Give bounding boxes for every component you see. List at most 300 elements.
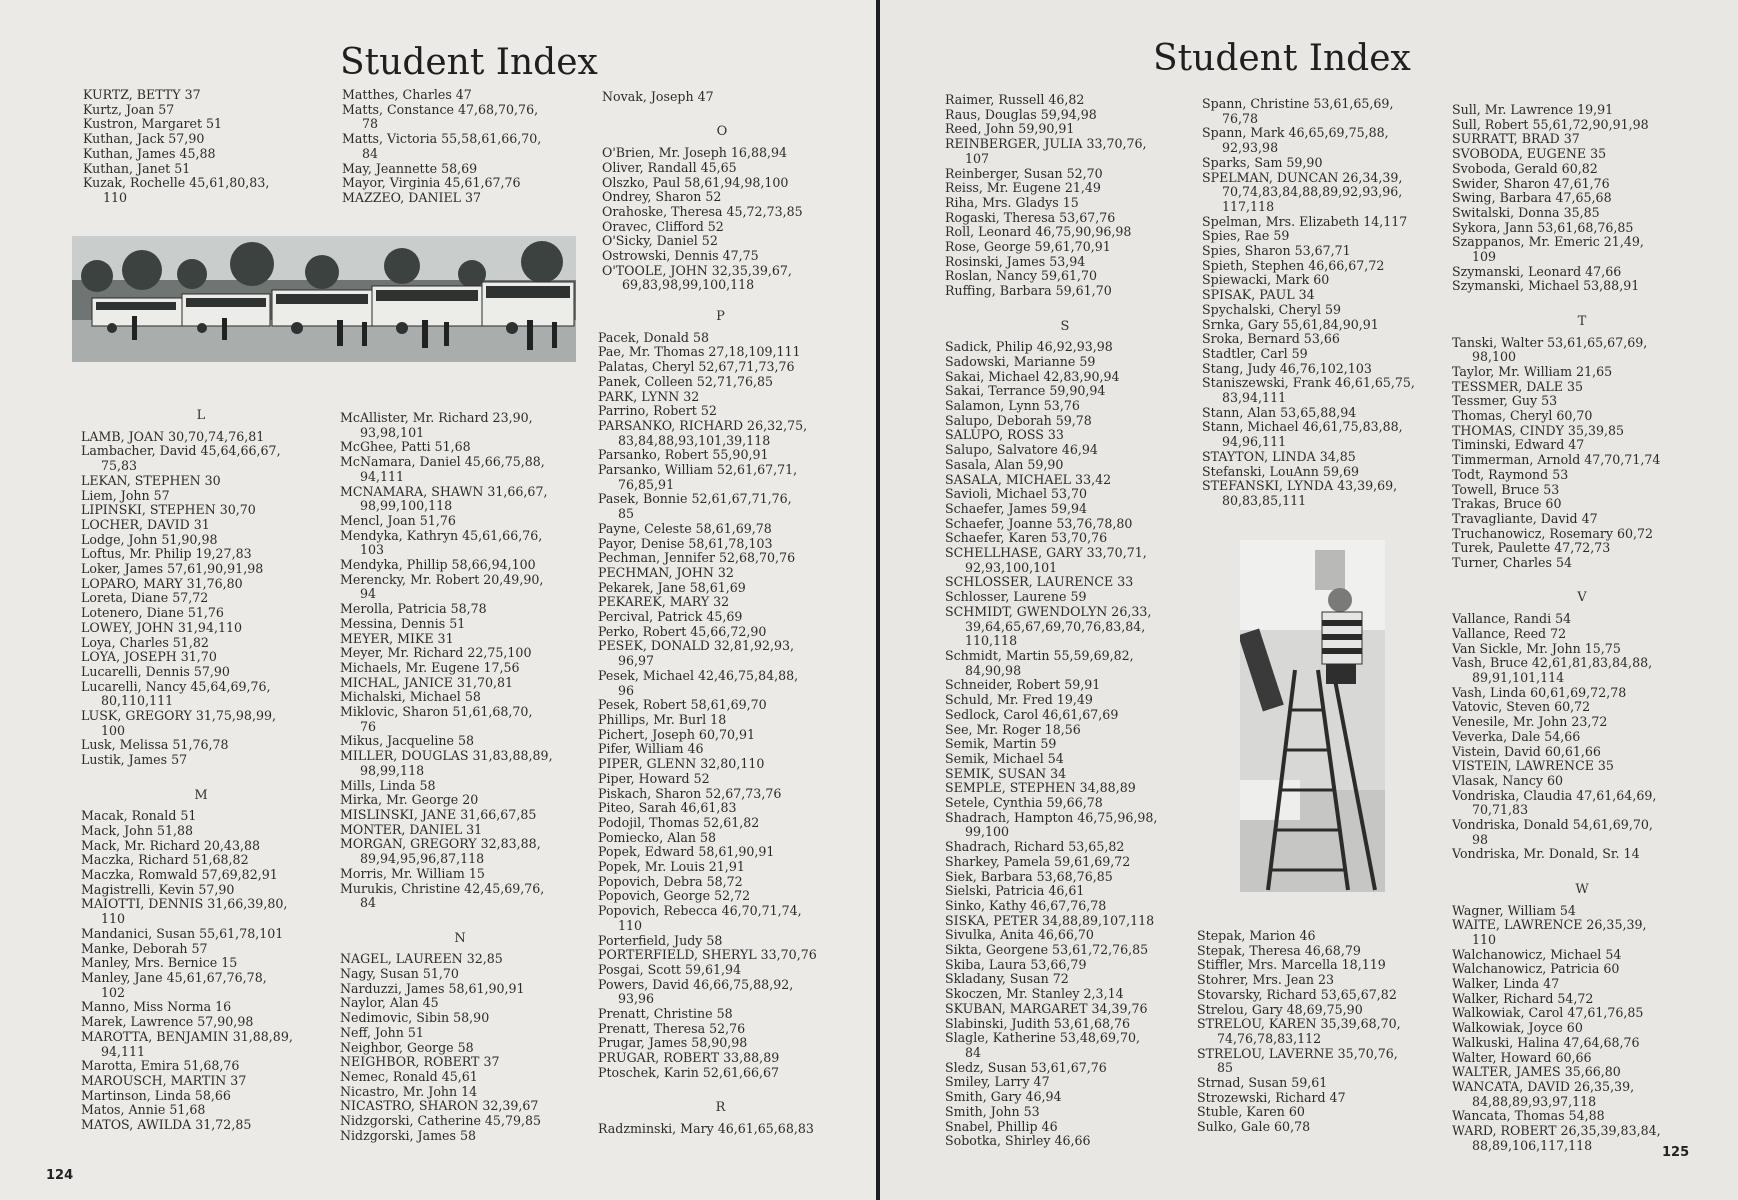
index-entry: Veverka, Dale 54,66 xyxy=(1452,728,1581,744)
index-entry: Mack, Mr. Richard 20,43,88 xyxy=(81,837,260,853)
index-entry: Lucarelli, Nancy 45,64,69,76, xyxy=(81,678,271,694)
index-entry: Sull, Robert 55,61,72,90,91,98 xyxy=(1452,116,1649,132)
index-entry: MONTER, DANIEL 31 xyxy=(340,821,483,837)
index-entry: Sykora, Jann 53,61,68,76,85 xyxy=(1452,219,1634,235)
index-entry: PEKAREK, MARY 32 xyxy=(598,594,730,610)
index-entry: Reinberger, Susan 52,70 xyxy=(945,165,1103,181)
index-entry: 99,100 xyxy=(965,824,1010,840)
index-entry: LOPARO, MARY 31,76,80 xyxy=(81,575,243,591)
index-entry: 110 xyxy=(103,189,128,205)
index-entry: TESSMER, DALE 35 xyxy=(1452,378,1583,394)
index-entry: KURTZ, BETTY 37 xyxy=(83,87,201,102)
index-entry: LEKAN, STEPHEN 30 xyxy=(81,472,221,488)
index-entry: Turek, Paulette 47,72,73 xyxy=(1452,540,1611,556)
index-entry: MISLINSKI, JANE 31,66,67,85 xyxy=(340,806,537,822)
index-entry: Murukis, Christine 42,45,69,76, xyxy=(340,880,545,896)
index-entry: Oliver, Randall 45,65 xyxy=(602,159,737,175)
index-entry: Turner, Charles 54 xyxy=(1452,555,1572,571)
index-entry: Vondriska, Claudia 47,61,64,69, xyxy=(1452,787,1657,803)
index-column xyxy=(342,88,582,206)
index-entry: Olszko, Paul 58,61,94,98,100 xyxy=(602,174,789,190)
index-entry: Walter, Howard 60,66 xyxy=(1452,1049,1592,1065)
index-entry: Sulko, Gale 60,78 xyxy=(1197,1119,1311,1135)
index-entry: 76,78 xyxy=(1222,110,1259,126)
index-entry: Sivulka, Anita 46,66,70 xyxy=(945,927,1094,943)
index-entry: Slabinski, Judith 53,61,68,76 xyxy=(945,1015,1131,1031)
index-entry: PARSANKO, RICHARD 26,32,75, xyxy=(598,417,808,433)
index-entry: Matthes, Charles 47 xyxy=(342,87,472,102)
index-entry: WAITE, LAWRENCE 26,35,39, xyxy=(1452,917,1647,933)
index-entry: Podojil, Thomas 52,61,82 xyxy=(598,814,760,830)
index-entry: Skiba, Laura 53,66,79 xyxy=(945,956,1087,972)
spacer xyxy=(81,768,321,783)
index-entry: Reed, John 59,90,91 xyxy=(945,121,1075,137)
index-entry: Mandanici, Susan 55,61,78,101 xyxy=(81,925,284,941)
index-entry: Prugar, James 58,90,98 xyxy=(598,1035,748,1051)
index-entry: Schlosser, Laurene 59 xyxy=(945,589,1087,605)
index-entry: Nagy, Susan 51,70 xyxy=(340,966,459,981)
index-entry: 98,100 xyxy=(1472,349,1517,365)
spacer xyxy=(945,299,1185,314)
index-entry: Neff, John 51 xyxy=(340,1024,424,1040)
index-entry: 92,93,100,101 xyxy=(965,559,1058,575)
index-entry: Mack, John 51,88 xyxy=(81,822,194,838)
index-entry: Tanski, Walter 53,61,65,67,69, xyxy=(1452,334,1648,350)
index-entry: Spelman, Mrs. Elizabeth 14,117 xyxy=(1202,213,1408,229)
index-entry: 93,96 xyxy=(618,991,655,1007)
index-entry: Roll, Leonard 46,75,90,96,98 xyxy=(945,224,1132,240)
index-entry: 89,91,101,114 xyxy=(1472,669,1565,685)
index-column xyxy=(945,93,1185,1149)
index-entry: 83,94,111 xyxy=(1222,390,1287,406)
section-letter: W xyxy=(1575,881,1589,897)
index-entry: O'Sicky, Daniel 52 xyxy=(602,233,718,249)
index-entry: Schaefer, James 59,94 xyxy=(945,500,1087,516)
index-entry: 94,111 xyxy=(360,468,405,484)
index-entry: Smiley, Larry 47 xyxy=(945,1074,1050,1090)
index-entry: Sinko, Kathy 46,67,76,78 xyxy=(945,897,1107,913)
page-number: 125 xyxy=(1662,1145,1690,1160)
index-entry: Vallance, Randi 54 xyxy=(1452,611,1572,627)
index-entry: Kuthan, James 45,88 xyxy=(83,145,216,161)
index-entry: LAMB, JOAN 30,70,74,76,81 xyxy=(81,428,265,444)
index-entry: Sedlock, Carol 46,61,67,69 xyxy=(945,706,1119,722)
index-entry: 76 xyxy=(360,718,377,734)
index-entry: MAROUSCH, MARTIN 37 xyxy=(81,1072,247,1088)
index-entry: Percival, Patrick 45,69 xyxy=(598,609,743,625)
spacer xyxy=(1452,862,1712,877)
index-entry: Trakas, Bruce 60 xyxy=(1452,496,1562,512)
index-entry: Spies, Rae 59 xyxy=(1202,228,1290,244)
index-entry: Pae, Mr. Thomas 27,18,109,111 xyxy=(598,344,801,360)
index-entry: LOWEY, JOHN 31,94,110 xyxy=(81,619,242,635)
section-letter: T xyxy=(1577,313,1587,329)
index-entry: Lucarelli, Dennis 57,90 xyxy=(81,663,230,679)
index-entry: 110,118 xyxy=(965,633,1018,649)
index-entry: 110 xyxy=(101,911,126,927)
index-entry: Stann, Michael 46,61,75,83,88, xyxy=(1202,419,1403,435)
index-entry: SCHMIDT, GWENDOLYN 26,33, xyxy=(945,603,1152,619)
index-entry: Vatovic, Steven 60,72 xyxy=(1452,699,1591,715)
index-entry: Walker, Richard 54,72 xyxy=(1452,990,1594,1006)
index-entry: Stepak, Marion 46 xyxy=(1197,928,1316,943)
index-column xyxy=(340,411,580,1143)
index-entry: Rosinski, James 53,94 xyxy=(945,253,1086,269)
index-entry: Manno, Miss Norma 16 xyxy=(81,999,232,1015)
index-entry: Pekarek, Jane 58,61,69 xyxy=(598,579,746,595)
index-entry: Walchanowicz, Patricia 60 xyxy=(1452,961,1620,977)
index-entry: Panek, Colleen 52,71,76,85 xyxy=(598,373,774,389)
index-entry: Payne, Celeste 58,61,69,78 xyxy=(598,520,772,536)
page-number: 124 xyxy=(46,1168,74,1183)
index-entry: Walkowiak, Carol 47,61,76,85 xyxy=(1452,1005,1644,1021)
index-entry: Sakai, Michael 42,83,90,94 xyxy=(945,368,1120,384)
index-entry: Spann, Christine 53,61,65,69, xyxy=(1202,96,1394,111)
index-entry: Shadrach, Richard 53,65,82 xyxy=(945,839,1125,855)
index-entry: Parsanko, Robert 55,90,91 xyxy=(598,447,769,463)
index-entry: 96 xyxy=(618,682,635,698)
index-entry: Nidzgorski, James 58 xyxy=(340,1127,476,1143)
index-entry: Stohrer, Mrs. Jean 23 xyxy=(1197,972,1335,988)
index-entry: Pesek, Michael 42,46,75,84,88, xyxy=(598,667,799,683)
index-entry: Schaefer, Joanne 53,76,78,80 xyxy=(945,515,1133,531)
index-entry: Messina, Dennis 51 xyxy=(340,615,466,631)
index-entry: Orahoske, Theresa 45,72,73,85 xyxy=(602,203,803,219)
index-entry: Piteo, Sarah 46,61,83 xyxy=(598,800,737,816)
index-entry: McNamara, Daniel 45,66,75,88, xyxy=(340,454,545,470)
section-letter: R xyxy=(715,1100,726,1116)
index-entry: Stefanski, LouAnn 59,69 xyxy=(1202,463,1359,479)
index-entry: Srnka, Gary 55,61,84,90,91 xyxy=(1202,316,1379,332)
index-entry: Vistein, David 60,61,66 xyxy=(1452,743,1601,759)
index-entry: Vondriska, Donald 54,61,69,70, xyxy=(1452,817,1653,833)
index-entry: Venesile, Mr. John 23,72 xyxy=(1452,714,1608,730)
index-entry: Liem, John 57 xyxy=(81,487,170,503)
index-entry: Morris, Mr. William 15 xyxy=(340,865,485,881)
index-entry: See, Mr. Roger 18,56 xyxy=(945,721,1081,737)
index-entry: SISKA, PETER 34,88,89,107,118 xyxy=(945,912,1155,928)
school-buses-photo xyxy=(72,236,576,362)
index-entry: 89,94,95,96,87,118 xyxy=(360,851,485,867)
index-entry: Matos, Annie 51,68 xyxy=(81,1102,206,1118)
index-entry: 83,84,88,93,101,39,118 xyxy=(618,432,771,448)
index-entry: Lambacher, David 45,64,66,67, xyxy=(81,443,281,459)
index-entry: NEIGHBOR, ROBERT 37 xyxy=(340,1054,500,1070)
index-entry: SEMPLE, STEPHEN 34,88,89 xyxy=(945,780,1136,796)
index-entry: Ondrey, Sharon 52 xyxy=(602,189,722,205)
index-entry: Wancata, Thomas 54,88 xyxy=(1452,1108,1605,1124)
index-entry: Maczka, Richard 51,68,82 xyxy=(81,852,249,868)
index-entry: Vlasak, Nancy 60 xyxy=(1452,772,1564,788)
index-entry: THOMAS, CINDY 35,39,85 xyxy=(1452,422,1625,438)
index-entry: Spann, Mark 46,65,69,75,88, xyxy=(1202,125,1389,141)
index-entry: Sadowski, Marianne 59 xyxy=(945,353,1096,369)
index-entry: PECHMAN, JOHN 32 xyxy=(598,564,734,580)
index-entry: Swing, Barbara 47,65,68 xyxy=(1452,190,1612,206)
section-letter: N xyxy=(454,930,466,946)
index-entry: Skladany, Susan 72 xyxy=(945,971,1069,987)
index-entry: Pifer, William 46 xyxy=(598,741,704,757)
index-entry: Salamon, Lynn 53,76 xyxy=(945,398,1080,414)
index-entry: Wagner, William 54 xyxy=(1452,902,1576,918)
index-entry: Travagliante, David 47 xyxy=(1452,510,1598,526)
index-entry: Merolla, Patricia 58,78 xyxy=(340,601,487,617)
index-entry: STEFANSKI, LYNDA 43,39,69, xyxy=(1202,478,1398,494)
index-entry: MCNAMARA, SHAWN 31,66,67, xyxy=(340,483,548,499)
index-column xyxy=(1202,97,1442,509)
index-entry: 84 xyxy=(362,145,379,161)
index-entry: STRELOU, KAREN 35,39,68,70, xyxy=(1197,1016,1401,1032)
index-entry: 78 xyxy=(362,116,379,132)
index-entry: Manke, Deborah 57 xyxy=(81,940,208,956)
index-entry: Kuthan, Jack 57,90 xyxy=(83,131,205,147)
index-entry: Sadick, Philip 46,92,93,98 xyxy=(945,339,1113,355)
index-entry: Oravec, Clifford 52 xyxy=(602,218,724,234)
index-entry: Ostrowski, Dennis 47,75 xyxy=(602,248,759,264)
index-entry: MILLER, DOUGLAS 31,83,88,89, xyxy=(340,748,553,764)
index-entry: Nedimovic, Sibin 58,90 xyxy=(340,1010,490,1026)
index-entry: Pasek, Bonnie 52,61,67,71,76, xyxy=(598,491,792,507)
index-entry: Spieth, Stephen 46,66,67,72 xyxy=(1202,257,1385,273)
index-column xyxy=(81,403,321,1133)
index-entry: Nicastro, Mr. John 14 xyxy=(340,1083,478,1099)
index-entry: Popovich, Debra 58,72 xyxy=(598,873,743,889)
section-letter: L xyxy=(196,408,206,423)
index-entry: Miklovic, Sharon 51,61,68,70, xyxy=(340,704,533,720)
index-entry: Powers, David 46,66,75,88,92, xyxy=(598,976,794,992)
index-entry: Walchanowicz, Michael 54 xyxy=(1452,946,1622,962)
index-entry: SPELMAN, DUNCAN 26,34,39, xyxy=(1202,169,1403,185)
index-entry: Vallance, Reed 72 xyxy=(1452,625,1567,641)
index-entry: Macak, Ronald 51 xyxy=(81,808,197,824)
index-entry: Szymanski, Michael 53,88,91 xyxy=(1452,278,1640,294)
index-entry: Tessmer, Guy 53 xyxy=(1452,393,1558,409)
index-entry: Swider, Sharon 47,61,76 xyxy=(1452,175,1610,191)
index-entry: SALUPO, ROSS 33 xyxy=(945,427,1064,443)
index-entry: Staniszewski, Frank 46,61,65,75, xyxy=(1202,375,1415,391)
index-entry: McAllister, Mr. Richard 23,90, xyxy=(340,410,533,425)
index-entry: Neighbor, George 58 xyxy=(340,1039,474,1055)
index-entry: Nemec, Ronald 45,61 xyxy=(340,1068,478,1084)
index-entry: Taylor, Mr. William 21,65 xyxy=(1452,363,1613,379)
index-entry: 74,76,78,83,112 xyxy=(1217,1030,1322,1046)
index-entry: LOCHER, DAVID 31 xyxy=(81,516,210,532)
index-entry: Payor, Denise 58,61,78,103 xyxy=(598,535,773,551)
index-entry: 88,89,106,117,118 xyxy=(1472,1137,1593,1153)
index-entry: O'TOOLE, JOHN 32,35,39,67, xyxy=(602,262,792,278)
index-entry: STRELOU, LAVERNE 35,70,76, xyxy=(1197,1045,1398,1061)
index-entry: Mirka, Mr. George 20 xyxy=(340,792,479,808)
index-entry: Loker, James 57,61,90,91,98 xyxy=(81,561,264,577)
index-entry: SURRATT, BRAD 37 xyxy=(1452,131,1580,147)
index-entry: Narduzzi, James 58,61,90,91 xyxy=(340,980,525,996)
index-entry: 84 xyxy=(360,895,377,911)
index-entry: Sielski, Patricia 46,61 xyxy=(945,883,1085,899)
index-entry: Novak, Joseph 47 xyxy=(602,89,714,104)
index-entry: PARK, LYNN 32 xyxy=(598,388,700,404)
index-entry: Spiewacki, Mark 60 xyxy=(1202,272,1330,288)
index-entry: Marotta, Emira 51,68,76 xyxy=(81,1058,240,1074)
index-entry: Roslan, Nancy 59,61,70 xyxy=(945,268,1098,284)
index-entry: Piskach, Sharon 52,67,73,76 xyxy=(598,785,782,801)
index-entry: Switalski, Donna 35,85 xyxy=(1452,204,1600,220)
index-entry: Szymanski, Leonard 47,66 xyxy=(1452,263,1622,279)
index-entry: Raimer, Russell 46,82 xyxy=(945,92,1085,107)
index-entry: Szappanos, Mr. Emeric 21,49, xyxy=(1452,234,1644,250)
index-entry: Timmerman, Arnold 47,70,71,74 xyxy=(1452,452,1661,468)
index-entry: MAIOTTI, DENNIS 31,66,39,80, xyxy=(81,896,288,912)
index-entry: Posgai, Scott 59,61,94 xyxy=(598,961,742,977)
index-entry: WANCATA, DAVID 26,35,39, xyxy=(1452,1078,1635,1094)
index-entry: Skoczen, Mr. Stanley 2,3,14 xyxy=(945,986,1124,1002)
index-entry: Smith, John 53 xyxy=(945,1103,1040,1119)
index-entry: Michalski, Michael 58 xyxy=(340,689,481,705)
index-entry: Schmidt, Martin 55,59,69,82, xyxy=(945,648,1134,663)
index-entry: Schaefer, Karen 53,70,76 xyxy=(945,530,1108,546)
index-entry: 93,98,101 xyxy=(360,424,425,440)
index-entry: PESEK, DONALD 32,81,92,93, xyxy=(598,638,795,654)
index-entry: Van Sickle, Mr. John 15,75 xyxy=(1452,640,1621,656)
index-entry: Semik, Michael 54 xyxy=(945,750,1064,766)
index-entry: VISTEIN, LAWRENCE 35 xyxy=(1452,758,1614,774)
index-entry: Strozewski, Richard 47 xyxy=(1197,1089,1346,1105)
section-letter: O xyxy=(716,124,728,140)
index-entry: Sparks, Sam 59,90 xyxy=(1202,154,1323,170)
section-letter: M xyxy=(194,787,208,803)
index-entry: Reiss, Mr. Eugene 21,49 xyxy=(945,180,1101,196)
index-entry: Semik, Martin 59 xyxy=(945,736,1057,752)
index-entry: Walkowiak, Joyce 60 xyxy=(1452,1020,1583,1036)
index-entry: Manley, Mrs. Bernice 15 xyxy=(81,955,238,971)
index-entry: Sasala, Alan 59,90 xyxy=(945,456,1064,472)
index-entry: Sledz, Susan 53,61,67,76 xyxy=(945,1059,1107,1075)
index-entry: Nidzgorski, Catherine 45,79,85 xyxy=(340,1113,542,1129)
index-entry: MEYER, MIKE 31 xyxy=(340,630,454,646)
index-entry: Radzminski, Mary 46,61,65,68,83 xyxy=(598,1120,814,1136)
index-entry: Shadrach, Hampton 46,75,96,98, xyxy=(945,809,1158,825)
index-entry: Ruffing, Barbara 59,61,70 xyxy=(945,283,1112,299)
index-entry: Mills, Linda 58 xyxy=(340,777,436,793)
index-entry: Matts, Constance 47,68,70,76, xyxy=(342,101,539,117)
index-entry: Riha, Mrs. Gladys 15 xyxy=(945,194,1079,210)
index-entry: Ptoschek, Karin 52,61,66,67 xyxy=(598,1064,780,1080)
index-entry: Lusk, Melissa 51,76,78 xyxy=(81,737,229,753)
index-entry: 85 xyxy=(1217,1060,1234,1076)
index-entry: 69,83,98,99,100,118 xyxy=(622,277,755,293)
index-entry: Loreta, Diane 57,72 xyxy=(81,590,209,606)
index-entry: Pechman, Jennifer 52,68,70,76 xyxy=(598,550,796,566)
index-entry: Stiffler, Mrs. Marcella 18,119 xyxy=(1197,957,1386,973)
index-entry: Smith, Gary 46,94 xyxy=(945,1089,1062,1105)
index-entry: Stovarsky, Richard 53,65,67,82 xyxy=(1197,986,1397,1002)
index-entry: Mayor, Virginia 45,61,67,76 xyxy=(342,175,521,191)
index-entry: 109 xyxy=(1472,249,1497,265)
index-entry: 102 xyxy=(101,984,126,1000)
index-entry: 110 xyxy=(618,917,643,933)
index-entry: 94,96,111 xyxy=(1222,434,1287,450)
index-entry: Slagle, Katherine 53,48,69,70, xyxy=(945,1030,1140,1046)
index-entry: Prenatt, Christine 58 xyxy=(598,1006,733,1022)
index-column xyxy=(1452,103,1712,1153)
index-entry: Palatas, Cheryl 52,67,71,73,76 xyxy=(598,359,795,375)
index-entry: Sroka, Bernard 53,66 xyxy=(1202,331,1340,347)
index-entry: NICASTRO, SHARON 32,39,67 xyxy=(340,1098,539,1114)
index-entry: MICHAL, JANICE 31,70,81 xyxy=(340,674,514,690)
index-entry: Loftus, Mr. Philip 19,27,83 xyxy=(81,546,252,562)
index-entry: STAYTON, LINDA 34,85 xyxy=(1202,448,1356,464)
index-entry: Mikus, Jacqueline 58 xyxy=(340,733,475,749)
index-entry: Walkuski, Halina 47,64,68,76 xyxy=(1452,1034,1640,1050)
index-entry: Kuthan, Janet 51 xyxy=(83,160,191,176)
index-entry: SCHELLHASE, GARY 33,70,71, xyxy=(945,545,1147,561)
index-entry: NAGEL, LAUREEN 32,85 xyxy=(340,951,503,967)
index-entry: 98,99,118 xyxy=(360,762,425,778)
index-entry: Vash, Bruce 42,61,81,83,84,88, xyxy=(1452,655,1653,671)
index-entry: 84,88,89,93,97,118 xyxy=(1472,1093,1597,1109)
index-entry: 84,90,98 xyxy=(965,662,1022,678)
index-entry: Schneider, Robert 59,91 xyxy=(945,677,1101,693)
index-entry: Siek, Barbara 53,68,76,85 xyxy=(945,868,1113,884)
index-entry: Truchanowicz, Rosemary 60,72 xyxy=(1452,525,1654,541)
index-entry: 84 xyxy=(965,1044,982,1060)
index-entry: Loya, Charles 51,82 xyxy=(81,634,209,650)
index-entry: 103 xyxy=(360,542,385,558)
index-column xyxy=(1197,929,1437,1135)
index-entry: Lustik, James 57 xyxy=(81,752,188,768)
index-entry: Martinson, Linda 58,66 xyxy=(81,1087,231,1103)
index-entry: SCHLOSSER, LAURENCE 33 xyxy=(945,574,1134,590)
index-entry: Pesek, Robert 58,61,69,70 xyxy=(598,697,767,713)
index-entry: 110 xyxy=(1472,931,1497,947)
index-entry: Stang, Judy 46,76,102,103 xyxy=(1202,360,1372,376)
page-title: Student Index xyxy=(340,42,598,83)
index-entry: Maczka, Romwald 57,69,82,91 xyxy=(81,867,278,883)
index-entry: Mendyka, Kathryn 45,61,66,76, xyxy=(340,527,543,543)
index-entry: Rose, George 59,61,70,91 xyxy=(945,239,1111,255)
index-entry: LOYA, JOSEPH 31,70 xyxy=(81,649,217,665)
index-entry: SASALA, MICHAEL 33,42 xyxy=(945,471,1112,487)
index-entry: Popovich, George 52,72 xyxy=(598,888,751,904)
index-entry: Walker, Linda 47 xyxy=(1452,976,1560,992)
index-entry: MORGAN, GREGORY 32,83,88, xyxy=(340,836,541,852)
section-letter: P xyxy=(716,309,725,324)
index-entry: Kuzak, Rochelle 45,61,80,83, xyxy=(83,175,270,191)
index-entry: Salupo, Salvatore 46,94 xyxy=(945,442,1098,458)
index-entry: Popek, Edward 58,61,90,91 xyxy=(598,844,775,860)
index-entry: Parrino, Robert 52 xyxy=(598,403,717,419)
index-entry: Stadtler, Carl 59 xyxy=(1202,345,1308,361)
index-entry: Magistrelli, Kevin 57,90 xyxy=(81,881,235,897)
index-entry: Meyer, Mr. Richard 22,75,100 xyxy=(340,645,532,661)
index-entry: Sharkey, Pamela 59,61,69,72 xyxy=(945,853,1131,869)
index-entry: Merencky, Mr. Robert 20,49,90, xyxy=(340,571,544,587)
index-entry: Piper, Howard 52 xyxy=(598,770,710,786)
index-entry: Raus, Douglas 59,94,98 xyxy=(945,106,1097,122)
index-entry: Parsanko, William 52,61,67,71, xyxy=(598,462,798,478)
index-entry: 70,74,83,84,88,89,92,93,96, xyxy=(1222,184,1403,200)
index-entry: 98,99,100,118 xyxy=(360,498,453,514)
index-entry: Popek, Mr. Louis 21,91 xyxy=(598,859,745,875)
spacer xyxy=(1452,294,1712,309)
index-entry: 117,118 xyxy=(1222,198,1275,214)
index-entry: Vondriska, Mr. Donald, Sr. 14 xyxy=(1452,846,1640,862)
index-entry: Todt, Raymond 53 xyxy=(1452,466,1569,482)
index-column xyxy=(83,88,323,206)
index-entry: McGhee, Patti 51,68 xyxy=(340,439,471,455)
index-entry: Pacek, Donald 58 xyxy=(598,329,709,345)
index-entry: SVOBODA, EUGENE 35 xyxy=(1452,146,1607,162)
index-entry: Kurtz, Joan 57 xyxy=(83,101,175,117)
